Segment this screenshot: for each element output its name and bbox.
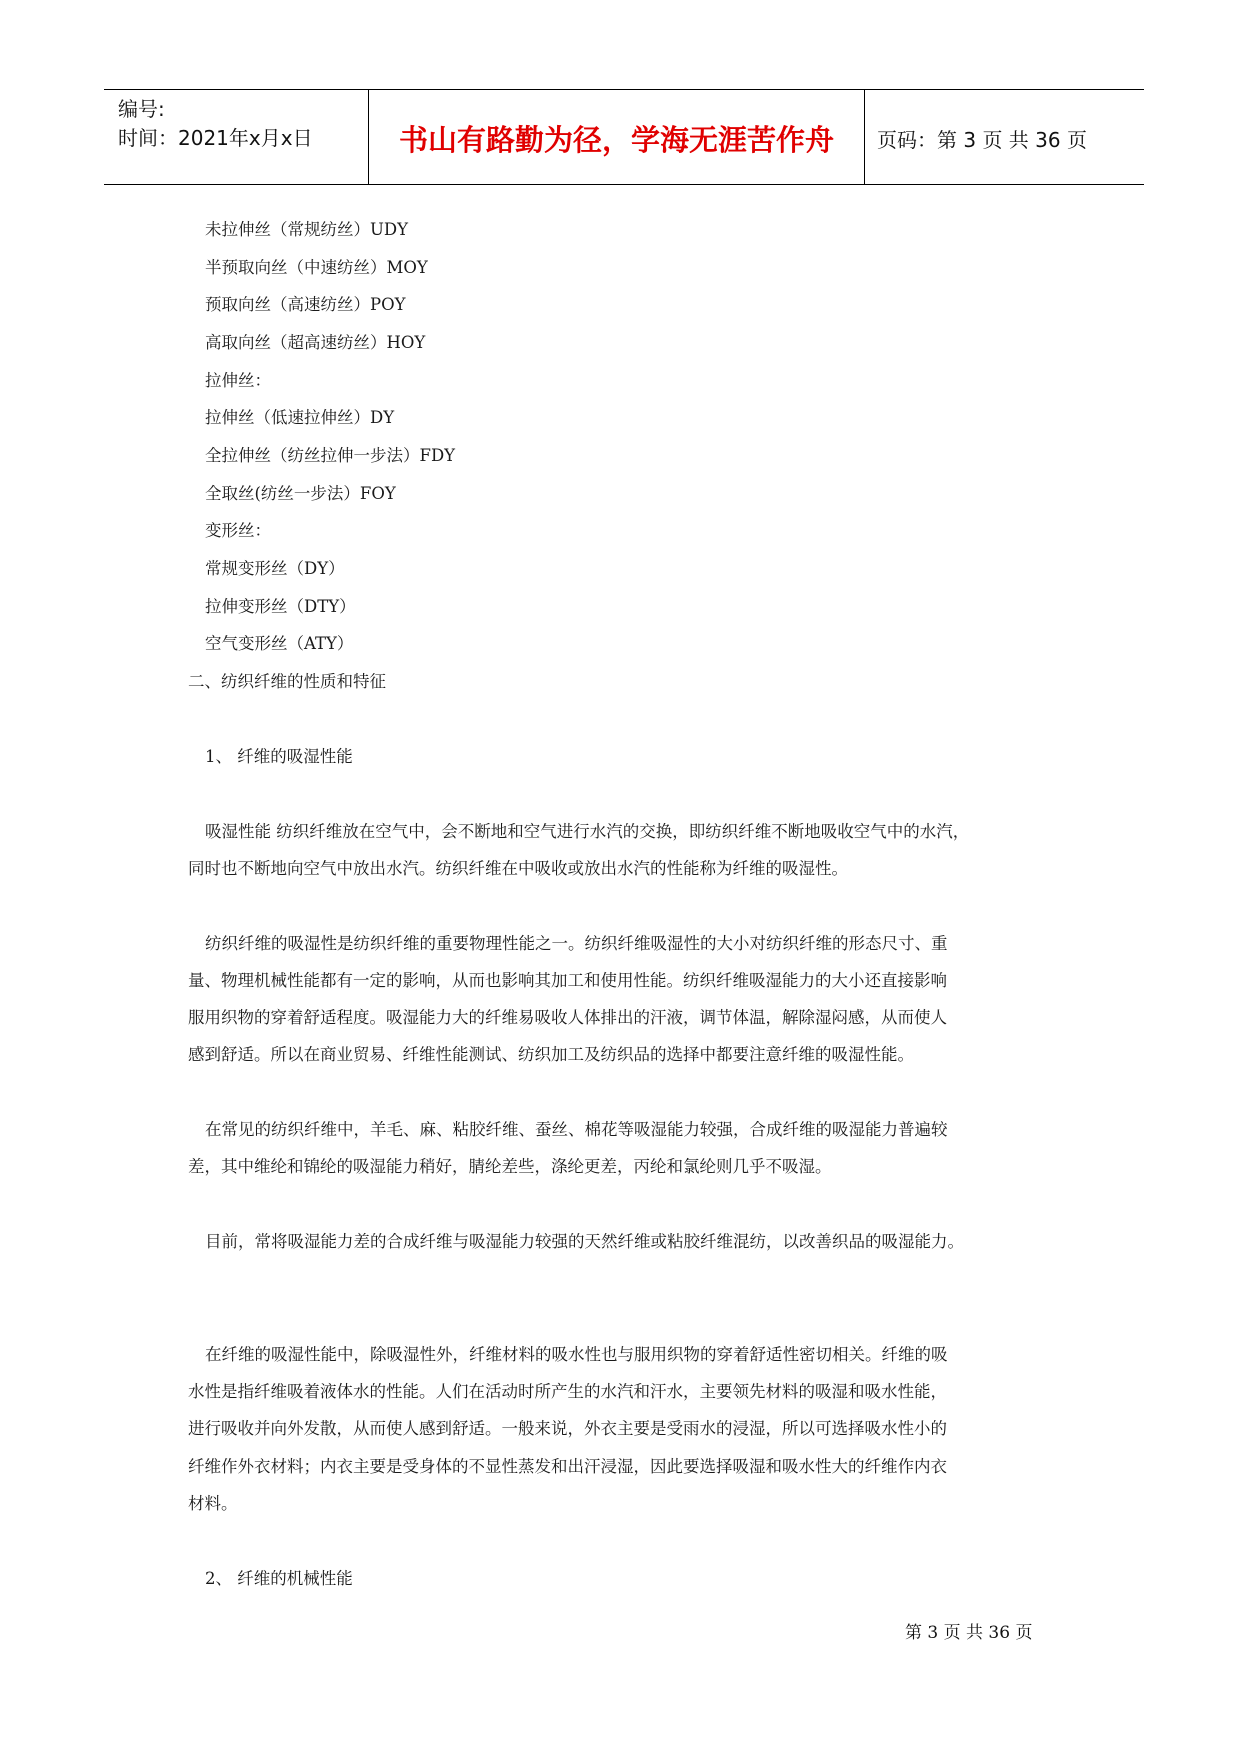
body-line: 拉伸丝（低速拉伸丝）DY [205, 408, 395, 427]
body-line: 吸湿性能 纺织纤维放在空气中，会不断地和空气进行水汽的交换，即纺织纤维不断地吸收空气中的水汽， [205, 822, 970, 841]
body-line: 拉伸丝： [205, 371, 271, 390]
body-line: 空气变形丝（ATY） [205, 634, 354, 653]
body-line: 服用织物的穿着舒适程度。吸湿能力大的纤维易吸收人体排出的汗液，调节体温，解除湿闷感，从而使人 [188, 1008, 947, 1027]
body-line: 半预取向丝（中速纺丝）MOY [205, 258, 428, 277]
document-time-label: 时间：2021年x月x日 [118, 126, 313, 150]
section-heading: 二、纺织纤维的性质和特征 [188, 672, 386, 691]
body-line: 纺织纤维的吸湿性是纺织纤维的重要物理性能之一。纺织纤维吸湿性的大小对纺织纤维的形态尺寸、重 [205, 934, 948, 953]
subsection-heading: 2、 纤维的机械性能 [205, 1569, 353, 1588]
body-line: 量、物理机械性能都有一定的影响，从而也影响其加工和使用性能。纺织纤维吸湿能力的大小还直接影响 [188, 971, 947, 990]
header-motto: 书山有路勤为径，学海无涯苦作舟 [398, 123, 834, 157]
document-header [104, 89, 1144, 185]
body-line: 未拉伸丝（常规纺丝）UDY [205, 220, 409, 239]
body-line: 纤维作外衣材料；内衣主要是受身体的不显性蒸发和出汗浸湿，因此要选择吸湿和吸水性大的纤维作内衣 [188, 1457, 947, 1476]
body-line: 变形丝： [205, 521, 271, 540]
header-middle-cell [369, 90, 865, 184]
document-code-label: 编号: [118, 97, 165, 121]
body-line: 全拉伸丝（纺丝拉伸一步法）FDY [205, 446, 456, 465]
header-page-info: 页码：第 3 页 共 36 页 [877, 128, 1087, 152]
body-line: 高取向丝（超高速纺丝）HOY [205, 333, 426, 352]
body-line: 在纤维的吸湿性能中，除吸湿性外，纤维材料的吸水性也与服用织物的穿着舒适性密切相关。纤维的吸 [205, 1345, 948, 1364]
header-left-cell [104, 90, 369, 184]
header-right-cell [865, 90, 1144, 184]
body-line: 进行吸收并向外发散，从而使人感到舒适。一般来说，外衣主要是受雨水的浸湿，所以可选择吸水性小的 [188, 1419, 947, 1438]
body-line: 差，其中维纶和锦纶的吸湿能力稍好，腈纶差些，涤纶更差，丙纶和氯纶则几乎不吸湿。 [188, 1157, 832, 1176]
body-line: 感到舒适。所以在商业贸易、纤维性能测试、纺织加工及纺织品的选择中都要注意纤维的吸湿性能。 [188, 1045, 914, 1064]
body-line: 拉伸变形丝（DTY） [205, 597, 356, 616]
body-line: 材料。 [188, 1494, 238, 1513]
page-footer: 第 3 页 共 36 页 [905, 1623, 1033, 1643]
subsection-heading: 1、 纤维的吸湿性能 [205, 747, 353, 766]
body-line: 同时也不断地向空气中放出水汽。纺织纤维在中吸收或放出水汽的性能称为纤维的吸湿性。 [188, 859, 848, 878]
body-line: 目前，常将吸湿能力差的合成纤维与吸湿能力较强的天然纤维或粘胶纤维混纺，以改善织品的吸湿能力。 [205, 1232, 964, 1251]
body-line: 预取向丝（高速纺丝）POY [205, 295, 406, 314]
body-line: 水性是指纤维吸着液体水的性能。人们在活动时所产生的水汽和汗水，主要领先材料的吸湿和吸水性能， [188, 1382, 947, 1401]
body-line: 常规变形丝（DY） [205, 559, 345, 578]
body-line: 全取丝(纺丝一步法）FOY [205, 484, 396, 503]
body-line: 在常见的纺织纤维中，羊毛、麻、粘胶纤维、蚕丝、棉花等吸湿能力较强，合成纤维的吸湿能力普遍较 [205, 1120, 948, 1139]
